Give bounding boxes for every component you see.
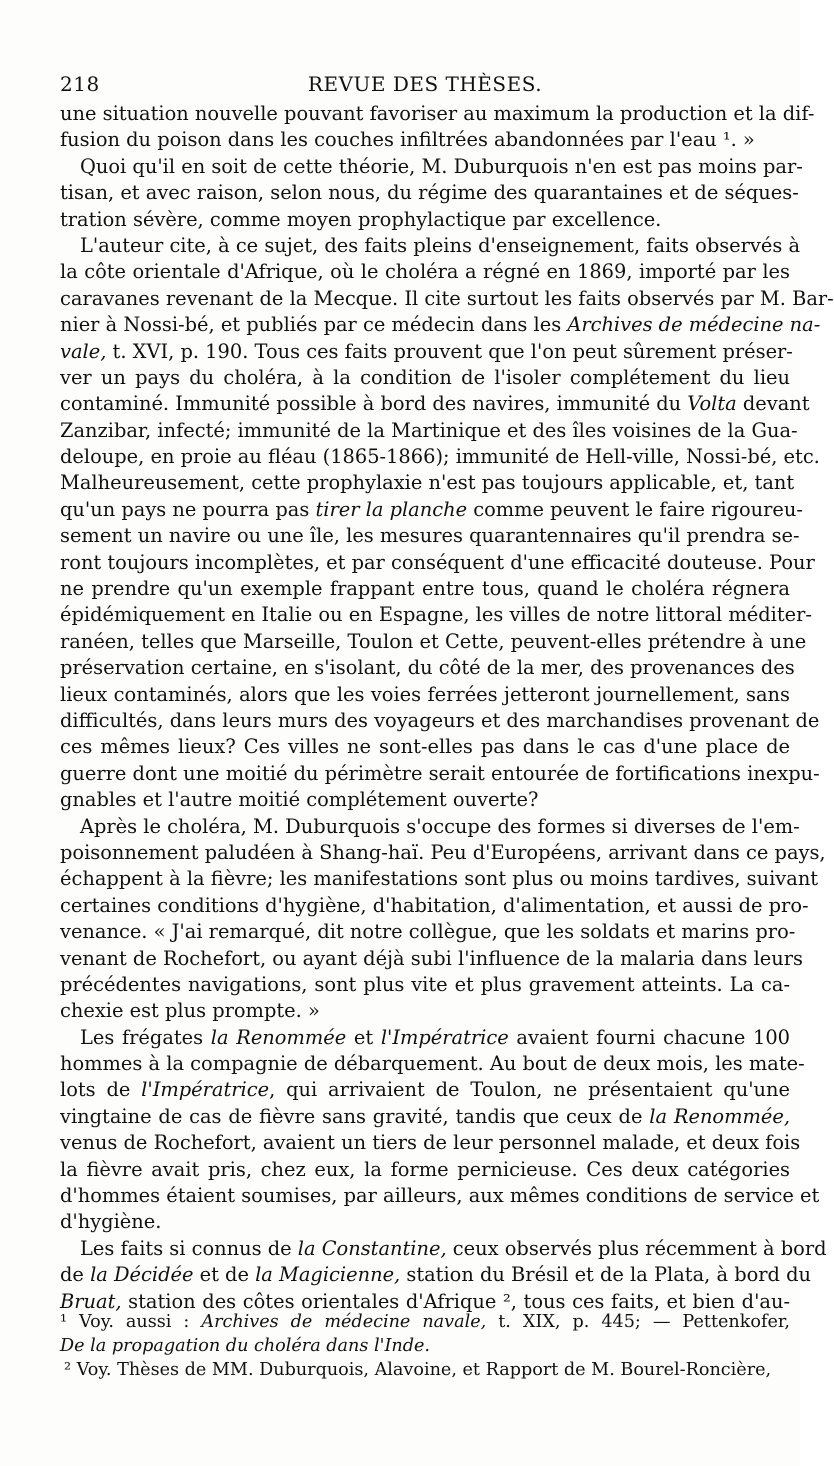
text-run: qu'un pays ne pourra pas [60,497,316,521]
text-run: ceux observés plus récemment à bord [446,1236,827,1260]
text-line [60,497,803,523]
ship-name: l'Impératrice [141,1078,270,1102]
journal-title: Archives de médecine na- [567,313,821,337]
text-run: , qui arrivaient de Toulon, ne présentaient qu'une [269,1078,790,1102]
text-line: échappent à la fièvre; les manifestations sont plus ou moins tardives, suivant [60,867,819,891]
text-line: préservation certaine, en s'isolant, du côté de la mer, des provenances des [60,656,795,680]
paragraph-1 [60,101,815,154]
body-text [60,101,834,1315]
text-line: ne prendre qu'un exemple frappant entre tous, quand le choléra régnera [60,577,790,601]
footnote-1 [60,1310,790,1334]
text-run: contaminé. Immunité possible à bord des navires, immunité du [60,392,688,416]
running-title: REVUE DES THÈSES. [307,72,543,96]
text-run: ¹ Voy. aussi : [60,1312,202,1332]
text-line: d'hygiène. [60,1210,162,1234]
footnotes [60,1310,790,1382]
journal-title: vale, [60,339,107,363]
text-line: la fièvre avait pris, chez eux, la forme pernicieuse. Ces deux catégories [60,1157,790,1181]
text-line [60,312,821,338]
ship-name: la Décidée [90,1263,194,1287]
book-title: De la propagation du choléra dans l'Inde. [60,1336,431,1356]
text-line: gnables et l'autre moitié complétement ouverte? [60,788,539,812]
text-line: tisan, et avec raison, selon nous, du régime des quarantaines et de séques- [60,181,799,205]
text-line: poisonnement paludéen à Shang-haï. Peu d'Européens, arrivant dans ce pays, [60,840,826,864]
ship-name: Volta [687,392,737,416]
text-line: guerre dont une moitié du périmètre serait entourée de fortifications inexpu- [60,761,820,785]
text-line: ver un pays du choléra, à la condition de l'isoler complétement du lieu [60,365,790,389]
text-line [60,339,793,365]
text-line: tration sévère, comme moyen prophylactique par excellence. [60,207,662,231]
text-run: vingtaine de cas de fièvre sans gravité, tandis que ceux de [60,1104,650,1128]
text-line: Zanzibar, infecté; immunité de la Martinique et des îles voisines de la Gua- [60,418,798,442]
ship-name: Bruat, [60,1289,122,1313]
text-run: Les frégates [80,1025,211,1049]
text-line: L'auteur cite, à ce sujet, des faits pleins d'enseignement, faits observés à [80,233,801,257]
text-run: lots de [60,1078,142,1102]
text-line [60,1077,790,1103]
text-line: hommes à la compagnie de débarquement. Au bout de deux mois, les mate- [60,1052,805,1076]
text-run: station des côtes orientales d'Afrique ², tous ces faits, et bien d'au- [121,1289,790,1313]
ship-name: la Renommée [210,1025,347,1049]
text-line: certaines conditions d'hygiène, d'habitation, d'alimentation, et aussi de pro- [60,893,809,917]
paragraph-2 [60,154,803,233]
text-run: et [346,1025,381,1049]
footnote-2: ² Voy. Thèses de MM. Duburquois, Alavoine, et Rapport de M. Bourel-Roncière, [64,1360,772,1380]
footnote-1-continued [60,1334,790,1358]
text-line [60,1262,812,1288]
text-line: sement un navire ou une île, les mesures quarantennaires qu'il prendra se- [60,524,800,548]
text-line: venance. « J'ai remarqué, dit notre collègue, que les soldats et marins pro- [60,920,796,944]
text-line: Après le choléra, M. Duburquois s'occupe des formes si diverses de l'em- [80,814,800,838]
paragraph-4 [60,814,826,1025]
ship-name: la Magicienne, [255,1263,401,1287]
text-line: ranéen, telles que Marseille, Toulon et Cette, peuvent-elles prétendre à une [60,629,807,653]
ship-name: la Renommée, [649,1104,790,1128]
text-line: lieux contaminés, alors que les voies ferrées jetteront journellement, sans [60,682,790,706]
emphasis: tirer la planche [315,497,468,521]
text-line: difficultés, dans leurs murs des voyageurs et des marchandises provenant de [60,708,820,732]
text-run: devant [736,392,810,416]
text-run: de [60,1263,91,1287]
journal-title: Archives de médecine navale, [201,1312,487,1332]
text-line [60,1104,790,1130]
text-line: fusion du poison dans les couches infiltrées abandonnées par l'eau ¹. » [60,128,755,152]
text-line [60,1236,827,1262]
paragraph-6 [60,1236,827,1315]
text-line: la côte orientale d'Afrique, où le choléra a régné en 1869, importé par les [60,260,790,284]
text-line [60,391,810,417]
text-line: ces mêmes lieux? Ces villes ne sont-elles pas dans le cas d'une place de [60,735,790,759]
text-line [60,1025,790,1051]
text-run: t. XVI, p. 190. Tous ces faits prouvent que l'on peut sûrement préser- [106,339,793,363]
text-line: ront toujours incomplètes, et par conséquent d'une efficacité douteuse. Pour [60,550,815,574]
text-line: Malheureusement, cette prophylaxie n'est pas toujours applicable, et, tant [60,471,795,495]
text-run: station du Brésil et de la Plata, à bord du [400,1263,812,1287]
text-line: d'hommes étaient soumises, par ailleurs, aux mêmes conditions de service et [60,1184,820,1208]
text-run: t. XIX, p. 445; — Pettenkofer, [486,1312,791,1332]
page-header [60,72,790,98]
text-run: comme peuvent le faire rigoureu- [467,497,803,521]
page-number: 218 [60,72,100,96]
text-line: épidémiquement en Italie ou en Espagne, les villes de notre littoral méditer- [60,603,812,627]
text-line: précédentes navigations, sont plus vite et plus gravement atteints. La ca- [60,972,790,996]
text-line: une situation nouvelle pouvant favoriser au maximum la production et la dif- [60,102,815,125]
text-line: deloupe, en proie au fléau (1865-1866); immunité de Hell-ville, Nossi-bé, etc. [60,445,820,469]
text-line: venant de Rochefort, ou ayant déjà subi l'influence de la malaria dans leurs [60,946,803,970]
paragraph-5 [60,1025,820,1236]
text-line: chexie est plus prompte. » [60,999,320,1023]
ship-name: la Constantine, [297,1236,447,1260]
paragraph-3 [60,233,834,814]
text-line: venus de Rochefort, avaient un tiers de leur personnel malade, et deux fois [60,1131,801,1155]
text-run: nier à Nossi-bé, et publiés par ce médecin dans les [60,313,568,337]
text-line: caravanes revenant de la Mecque. Il cite surtout les faits observés par M. Bar- [60,286,834,310]
text-run: Les faits si connus de [80,1236,298,1260]
text-line: Quoi qu'il en soit de cette théorie, M. Duburquois n'en est pas moins par- [80,154,803,178]
ship-name: l'Impératrice [380,1025,509,1049]
text-run: et de [193,1263,256,1287]
text-run: avaient fourni chacune 100 [508,1025,790,1049]
